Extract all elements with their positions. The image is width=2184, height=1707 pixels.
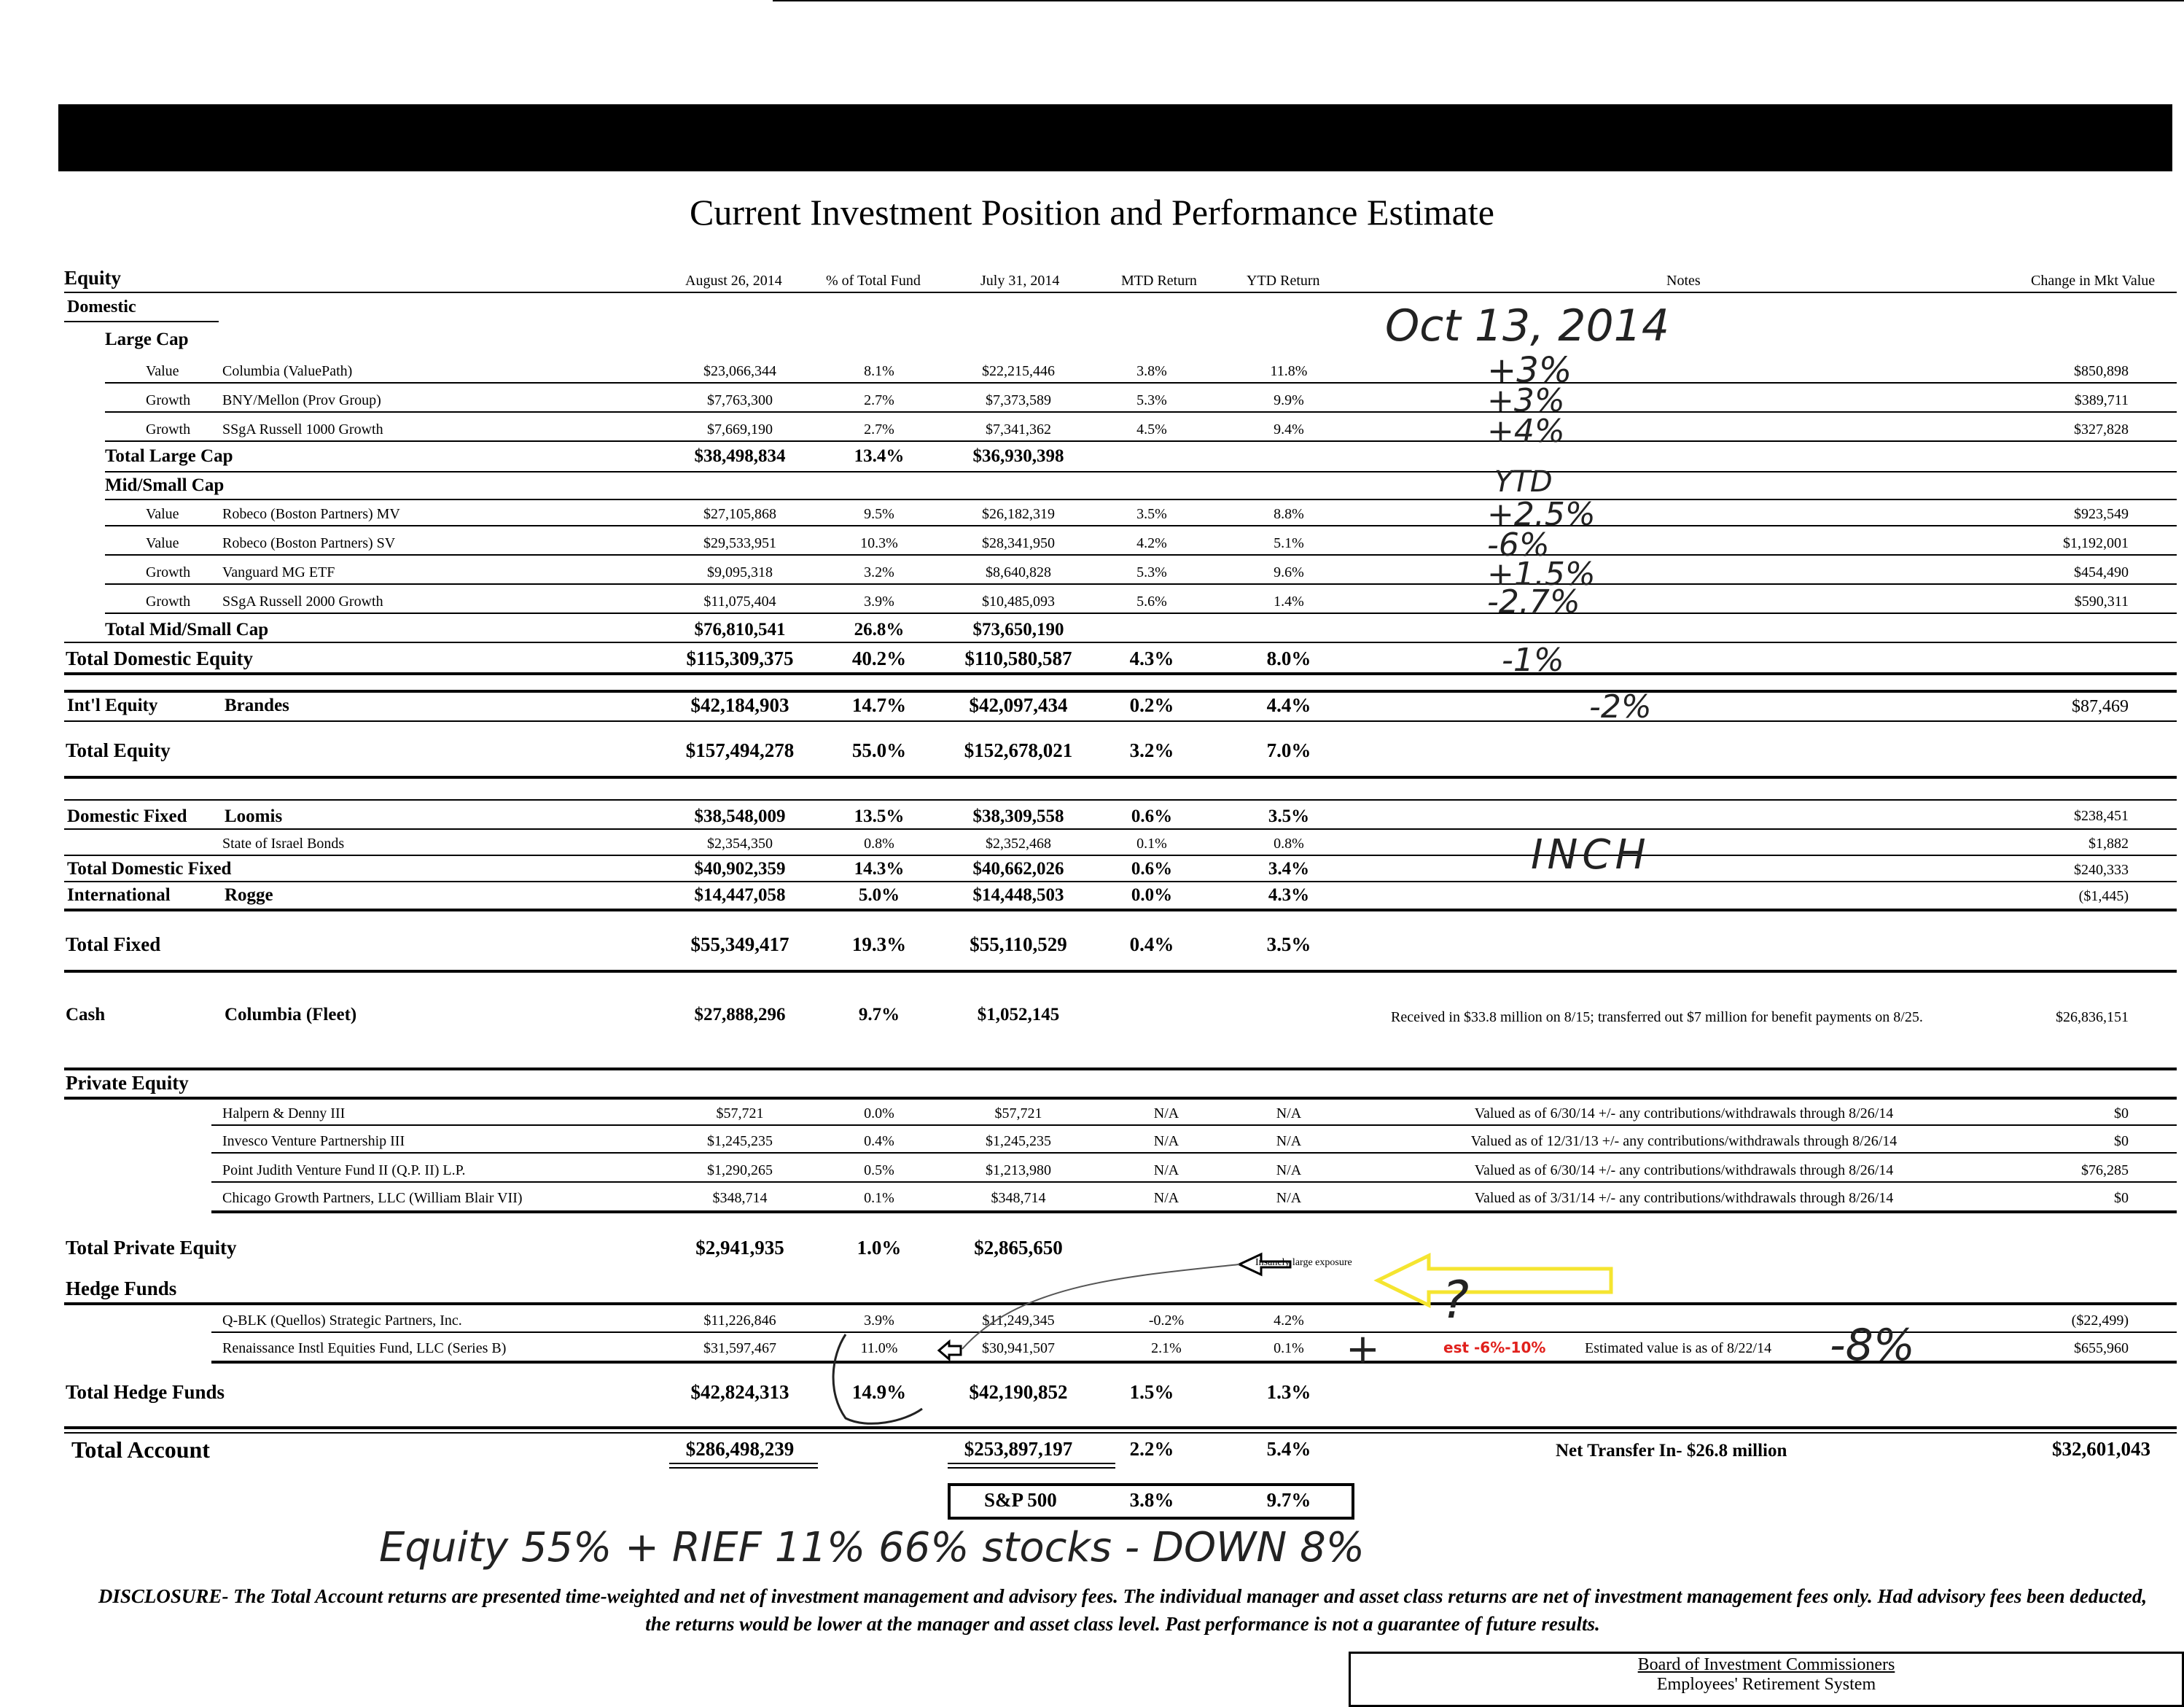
ms1-aug: $29,533,951	[703, 535, 776, 551]
intl-equity-mtd: 0.2%	[1129, 694, 1174, 716]
total-account-note: Net Transfer In- $26.8 million	[1556, 1441, 1787, 1461]
pe2-mtd: N/A	[1153, 1162, 1179, 1178]
page-title: Current Investment Position and Performance Estimate	[690, 192, 1494, 233]
curve-line	[962, 1264, 1239, 1349]
total-equity-ytd: 7.0%	[1266, 739, 1311, 761]
lc1-pct: 2.7%	[864, 392, 894, 408]
col-ytd: YTD Return	[1247, 273, 1320, 289]
hand-fixed: INCH	[1531, 831, 1650, 879]
hf1-jul: $30,941,507	[982, 1340, 1055, 1356]
hand-date: Oct 13, 2014	[1385, 300, 1669, 351]
hand-ms2: -6%	[1487, 526, 1550, 564]
rule	[64, 855, 2177, 856]
total-fixed-label: Total Fixed	[66, 933, 161, 955]
lc1-jul: $7,373,589	[986, 392, 1051, 408]
total-hedge-funds-ytd: 1.3%	[1266, 1381, 1311, 1403]
ms1-style: Value	[146, 535, 179, 551]
hand-tde: -1%	[1502, 642, 1564, 679]
top-rule	[773, 0, 2184, 1]
ms3-ytd: 1.4%	[1274, 594, 1304, 610]
pe1-mtd: N/A	[1153, 1133, 1179, 1149]
intl-equity-jul: $42,097,434	[969, 694, 1068, 716]
total-domestic-fixed-aug: $40,902,359	[694, 859, 786, 879]
pe1-name: Invesco Venture Partnership III	[222, 1133, 405, 1149]
total-account-aug: $286,498,239	[685, 1438, 795, 1460]
hf1-aug: $31,597,467	[703, 1340, 776, 1356]
hand-ms4: -2.7%	[1487, 583, 1580, 621]
intl-equity-pct: 14.7%	[851, 694, 907, 716]
international-fixed-name: Rogge	[225, 885, 273, 905]
rule	[105, 440, 2177, 442]
total-hedge-funds-aug: $42,824,313	[690, 1381, 789, 1403]
total-domestic-equity-pct: 40.2%	[851, 648, 907, 669]
international-fixed-aug: $14,447,058	[694, 885, 786, 905]
rule	[211, 1124, 2177, 1126]
rule	[64, 1097, 2177, 1100]
hand-ms1: +2.5%	[1487, 496, 1596, 533]
cash-name: Columbia (Fleet)	[225, 1005, 357, 1024]
yellow-arrow-icon	[1378, 1256, 1611, 1305]
lc0-aug: $23,066,344	[703, 363, 776, 379]
lc0-style: Value	[146, 363, 179, 379]
ms3-aug: $11,075,404	[703, 594, 776, 610]
rule	[64, 672, 2177, 675]
col-mtd: MTD Return	[1121, 273, 1197, 289]
ms2-chg: $454,490	[2074, 564, 2129, 580]
total-domestic-equity-aug: $115,309,375	[686, 648, 794, 669]
hand-circle-icon	[833, 1334, 922, 1423]
cash-label: Cash	[66, 1005, 106, 1024]
pe2-aug: $1,290,265	[707, 1162, 773, 1178]
board-line2: Employees' Retirement System	[1656, 1675, 1876, 1694]
hf1-note: Estimated value is as of 8/22/14	[1585, 1340, 1772, 1356]
ms3-chg: $590,311	[2074, 594, 2129, 610]
total-hedge-funds-jul: $42,190,852	[969, 1381, 1068, 1403]
lc2-ytd: 9.4%	[1274, 421, 1304, 438]
lc0-ytd: 11.8%	[1270, 363, 1308, 379]
israel-bonds-chg: $1,882	[2089, 836, 2129, 852]
rule	[948, 1463, 1115, 1464]
pe1-ytd: N/A	[1276, 1133, 1302, 1149]
pe3-pct: 0.1%	[864, 1190, 894, 1206]
ms2-mtd: 5.3%	[1136, 564, 1167, 580]
lc0-name: Columbia (ValuePath)	[222, 363, 353, 379]
total-equity-jul: $152,678,021	[964, 739, 1073, 761]
rule	[64, 720, 2177, 722]
label-mid-small-cap: Mid/Small Cap	[105, 475, 225, 495]
ms2-name: Vanguard MG ETF	[222, 564, 335, 580]
ms2-aug: $9,095,318	[707, 564, 773, 580]
ms0-style: Value	[146, 506, 179, 522]
hf0-name: Q-BLK (Quellos) Strategic Partners, Inc.	[222, 1313, 462, 1329]
section-equity: Equity	[64, 267, 122, 289]
pe3-aug: $348,714	[712, 1190, 768, 1206]
cash-aug: $27,888,296	[694, 1005, 786, 1024]
hand-intl: -2%	[1589, 688, 1652, 726]
pe0-name: Halpern & Denny III	[222, 1105, 346, 1121]
total-domestic-equity-ytd: 8.0%	[1266, 648, 1311, 669]
ms0-jul: $26,182,319	[982, 506, 1055, 522]
hand-bottom: Equity 55% + RIEF 11% 66% stocks - DOWN 8%	[379, 1524, 1365, 1571]
snp-mtd: 3.8%	[1129, 1489, 1174, 1511]
israel-bonds-name: State of Israel Bonds	[222, 836, 345, 852]
lc2-pct: 2.7%	[864, 421, 894, 438]
col-aug: August 26, 2014	[685, 273, 782, 289]
pe2-pct: 0.5%	[864, 1162, 894, 1178]
hf0-aug: $11,226,846	[703, 1313, 776, 1329]
total-domestic-equity-jul: $110,580,587	[964, 648, 1072, 669]
rule	[948, 1467, 1115, 1469]
lc2-jul: $7,341,362	[986, 421, 1051, 438]
total-large-cap-jul: $36,930,398	[972, 446, 1064, 466]
exposure-arrow-svg	[838, 1240, 1626, 1385]
ms1-ytd: 5.1%	[1274, 535, 1304, 551]
total-equity-aug: $157,494,278	[685, 739, 795, 761]
hf0-mtd: -0.2%	[1148, 1313, 1185, 1329]
pe1-note: Valued as of 12/31/13 +/- any contributions/withdrawals through 8/26/14	[1470, 1133, 1898, 1149]
col-jul: July 31, 2014	[980, 273, 1060, 289]
total-fixed-pct: 19.3%	[851, 933, 907, 955]
hf1-mtd: 2.1%	[1151, 1340, 1182, 1356]
total-domestic-equity-mtd: 4.3%	[1129, 648, 1174, 669]
hand-lc3: +4%	[1487, 413, 1565, 450]
international-fixed-jul: $14,448,503	[972, 885, 1064, 905]
hf0-chg: ($22,499)	[2071, 1313, 2129, 1329]
label-large-cap: Large Cap	[105, 330, 189, 349]
domestic-fixed-chg: $238,451	[2074, 808, 2129, 824]
rule	[105, 471, 2177, 473]
total-equity-pct: 55.0%	[851, 739, 907, 761]
col-chg: Change in Mkt Value	[2031, 273, 2156, 289]
hf1-ytd: 0.1%	[1274, 1340, 1304, 1356]
rule	[64, 321, 219, 322]
total-hedge-funds-mtd: 1.5%	[1129, 1381, 1174, 1403]
rule	[64, 970, 2177, 973]
lc1-name: BNY/Mellon (Prov Group)	[222, 392, 381, 408]
hf0-jul: $11,249,345	[982, 1313, 1055, 1329]
domestic-fixed-jul: $38,309,558	[972, 806, 1064, 826]
cash-note: Received in $33.8 million on 8/15; transferred out $7 million for benefit payments on 8/25.	[1391, 1009, 1923, 1025]
hf1-pct: 11.0%	[860, 1340, 898, 1356]
intl-equity-name: Brandes	[225, 696, 289, 715]
pe3-note: Valued as of 3/31/14 +/- any contributions/withdrawals through 8/26/14	[1474, 1190, 1894, 1206]
hf0-ytd: 4.2%	[1274, 1313, 1304, 1329]
board-box	[1349, 1652, 2184, 1707]
domestic-fixed-ytd: 3.5%	[1268, 806, 1310, 826]
international-fixed-chg: ($1,445)	[2078, 888, 2129, 904]
total-domestic-fixed-label: Total Domestic Fixed	[67, 859, 232, 879]
label-domestic: Domestic	[67, 298, 136, 316]
lc2-name: SSgA Russell 1000 Growth	[222, 421, 383, 438]
total-mid-small-aug: $76,810,541	[694, 620, 786, 639]
total-large-cap-aug: $38,498,834	[694, 446, 786, 466]
rule	[64, 828, 2177, 830]
total-domestic-fixed-mtd: 0.6%	[1131, 859, 1173, 879]
rule	[211, 1210, 2177, 1213]
rule	[64, 776, 2177, 779]
domestic-fixed-label: Domestic Fixed	[67, 806, 187, 826]
pe0-ytd: N/A	[1276, 1105, 1302, 1121]
rule	[64, 1432, 2177, 1434]
rule	[64, 909, 2177, 911]
pe2-jul: $1,213,980	[986, 1162, 1051, 1178]
domestic-fixed-aug: $38,548,009	[694, 806, 786, 826]
total-equity-mtd: 3.2%	[1129, 739, 1174, 761]
disclosure-text: DISCLOSURE- The Total Account returns are presented time-weighted and net of investment management and advisory fees. The individual manager and asset class returns are net of investment management fees only. Had advisory fees been deducted, the returns would be lower at the manager and asset class level. Past performance is not a guarantee of future results.	[98, 1585, 2148, 1635]
redaction-bar	[58, 104, 2172, 171]
total-domestic-equity-label: Total Domestic Equity	[66, 648, 254, 669]
hand-hf-q: ?	[1442, 1270, 1470, 1330]
header-rule	[64, 292, 2177, 293]
label-private-equity: Private Equity	[66, 1072, 189, 1094]
ms0-name: Robeco (Boston Partners) MV	[222, 506, 400, 522]
rule	[64, 881, 2177, 882]
ms0-mtd: 3.5%	[1136, 506, 1167, 522]
circle-svg	[824, 1327, 926, 1429]
israel-bonds-aug: $2,354,350	[707, 836, 773, 852]
hand-lc2: +3%	[1487, 382, 1565, 419]
total-mid-small-label: Total Mid/Small Cap	[105, 620, 269, 639]
lc0-jul: $22,215,446	[982, 363, 1055, 379]
total-large-cap-pct: 13.4%	[854, 446, 905, 466]
total-fixed-mtd: 0.4%	[1129, 933, 1174, 955]
pe3-jul: $348,714	[991, 1190, 1046, 1206]
total-fixed-ytd: 3.5%	[1266, 933, 1311, 955]
pe3-mtd: N/A	[1153, 1190, 1179, 1206]
pe0-jul: $57,721	[994, 1105, 1042, 1121]
pe0-mtd: N/A	[1153, 1105, 1179, 1121]
rule	[669, 1467, 818, 1469]
hf1-name: Renaissance Instl Equities Fund, LLC (Series B)	[222, 1340, 507, 1356]
pe1-chg: $0	[2114, 1133, 2129, 1149]
rule	[105, 583, 2177, 585]
ms0-pct: 9.5%	[864, 506, 894, 522]
hand-ms3: +1.5%	[1487, 556, 1596, 593]
hand-hf-plus: +	[1346, 1326, 1380, 1373]
total-private-equity-label: Total Private Equity	[66, 1237, 237, 1259]
international-fixed-ytd: 4.3%	[1268, 885, 1310, 905]
est-note: est -6%-10%	[1443, 1339, 1546, 1356]
israel-bonds-jul: $2,352,468	[986, 836, 1051, 852]
total-equity-label: Total Equity	[66, 739, 171, 761]
col-pct: % of Total Fund	[826, 273, 921, 289]
domestic-fixed-mtd: 0.6%	[1131, 806, 1173, 826]
ms3-style: Growth	[146, 594, 191, 610]
rule	[105, 613, 2177, 614]
rule	[64, 1068, 2177, 1070]
lc1-style: Growth	[146, 392, 191, 408]
lc1-chg: $389,711	[2074, 392, 2129, 408]
international-fixed-pct: 5.0%	[858, 885, 900, 905]
lc2-aug: $7,669,190	[707, 421, 773, 438]
pe0-pct: 0.0%	[864, 1105, 894, 1121]
pe0-aug: $57,721	[716, 1105, 764, 1121]
lc1-mtd: 5.3%	[1136, 392, 1167, 408]
lc2-style: Growth	[146, 421, 191, 438]
ms1-mtd: 4.2%	[1136, 535, 1167, 551]
arrow-note: Insanely large exposure	[1255, 1257, 1352, 1268]
hf1-chg: $655,960	[2074, 1340, 2129, 1356]
cash-pct: 9.7%	[858, 1005, 900, 1024]
ms2-pct: 3.2%	[864, 564, 894, 580]
total-domestic-fixed-pct: 14.3%	[854, 859, 905, 879]
total-account-jul: $253,897,197	[964, 1438, 1073, 1460]
total-hedge-funds-label: Total Hedge Funds	[66, 1381, 225, 1403]
intl-equity-chg: $87,469	[2072, 697, 2129, 716]
lc0-chg: $850,898	[2074, 363, 2129, 379]
ms0-chg: $923,549	[2074, 506, 2129, 522]
lc0-pct: 8.1%	[864, 363, 894, 379]
rule	[64, 642, 2177, 643]
snp-ytd: 9.7%	[1266, 1489, 1311, 1511]
lc2-mtd: 4.5%	[1136, 421, 1167, 438]
board-line1: Board of Investment Commissioners	[1637, 1655, 1895, 1674]
pe1-pct: 0.4%	[864, 1133, 894, 1149]
total-mid-small-pct: 26.8%	[854, 620, 905, 639]
ms1-jul: $28,341,950	[982, 535, 1055, 551]
snp-label: S&P 500	[984, 1489, 1057, 1511]
pe2-name: Point Judith Venture Fund II (Q.P. II) L.P.	[222, 1162, 466, 1178]
pe3-ytd: N/A	[1276, 1190, 1302, 1206]
total-account-label: Total Account	[71, 1436, 210, 1463]
total-private-equity-jul: $2,865,650	[974, 1237, 1063, 1259]
total-hedge-funds-pct: 14.9%	[851, 1381, 907, 1403]
total-account-chg: $32,601,043	[2052, 1438, 2150, 1460]
rule	[64, 1426, 2177, 1429]
ms1-pct: 10.3%	[860, 535, 898, 551]
rule	[105, 411, 2177, 413]
lc1-ytd: 9.9%	[1274, 392, 1304, 408]
ms2-ytd: 9.6%	[1274, 564, 1304, 580]
label-hedge-funds: Hedge Funds	[66, 1278, 177, 1299]
total-fixed-jul: $55,110,529	[970, 933, 1067, 955]
total-domestic-fixed-ytd: 3.4%	[1268, 859, 1310, 879]
intl-equity-ytd: 4.4%	[1266, 694, 1311, 716]
pe2-chg: $76,285	[2081, 1162, 2129, 1178]
rule	[64, 690, 2177, 693]
cash-chg: $26,836,151	[2056, 1009, 2129, 1025]
pe0-chg: $0	[2114, 1105, 2129, 1121]
israel-bonds-pct: 0.8%	[864, 836, 894, 852]
lc2-chg: $327,828	[2074, 421, 2129, 438]
domestic-fixed-pct: 13.5%	[854, 806, 905, 826]
total-account-ytd: 5.4%	[1266, 1438, 1311, 1460]
rule	[105, 382, 2177, 384]
intl-equity-label: Int'l Equity	[67, 696, 158, 715]
pe1-aug: $1,245,235	[707, 1133, 773, 1149]
cash-jul: $1,052,145	[977, 1005, 1060, 1024]
pe2-note: Valued as of 6/30/14 +/- any contributions/withdrawals through 8/26/14	[1474, 1162, 1894, 1178]
total-domestic-fixed-chg: $240,333	[2074, 862, 2129, 878]
ms3-name: SSgA Russell 2000 Growth	[222, 594, 383, 610]
rule	[669, 1463, 818, 1464]
lc0-mtd: 3.8%	[1136, 363, 1167, 379]
total-domestic-fixed-jul: $40,662,026	[972, 859, 1064, 879]
international-fixed-label: International	[67, 885, 171, 905]
israel-bonds-mtd: 0.1%	[1136, 836, 1167, 852]
ms2-jul: $8,640,828	[986, 564, 1051, 580]
lc1-aug: $7,763,300	[707, 392, 773, 408]
ms3-jul: $10,485,093	[982, 594, 1055, 610]
pe0-note: Valued as of 6/30/14 +/- any contributions/withdrawals through 8/26/14	[1474, 1105, 1894, 1121]
domestic-fixed-name: Loomis	[225, 806, 283, 826]
total-private-equity-pct: 1.0%	[857, 1237, 902, 1259]
pe2-ytd: N/A	[1276, 1162, 1302, 1178]
rule	[105, 499, 2177, 500]
ms0-ytd: 8.8%	[1274, 506, 1304, 522]
international-fixed-mtd: 0.0%	[1131, 885, 1173, 905]
small-arrow-icon	[939, 1342, 961, 1359]
intl-equity-aug: $42,184,903	[690, 694, 789, 716]
total-fixed-aug: $55,349,417	[690, 933, 789, 955]
rule	[211, 1181, 2177, 1183]
rule	[105, 525, 2177, 526]
hand-hf-right: -8%	[1830, 1320, 1915, 1371]
ms3-pct: 3.9%	[864, 594, 894, 610]
rule	[105, 554, 2177, 556]
rule	[211, 1152, 2177, 1154]
ms1-chg: $1,192,001	[2063, 535, 2129, 551]
hand-ytd: YTD	[1494, 465, 1553, 499]
ms0-aug: $27,105,868	[703, 506, 776, 522]
total-mid-small-jul: $73,650,190	[972, 620, 1064, 639]
hand-lc1: +3%	[1487, 350, 1572, 391]
hf0-pct: 3.9%	[864, 1313, 894, 1329]
ms1-name: Robeco (Boston Partners) SV	[222, 535, 396, 551]
rule	[64, 799, 2177, 801]
total-account-mtd: 2.2%	[1129, 1438, 1174, 1460]
pe3-name: Chicago Growth Partners, LLC (William Blair VII)	[222, 1190, 523, 1206]
col-notes: Notes	[1666, 273, 1701, 289]
ms3-mtd: 5.6%	[1136, 594, 1167, 610]
ms2-style: Growth	[146, 564, 191, 580]
pe1-jul: $1,245,235	[986, 1133, 1051, 1149]
total-large-cap-label: Total Large Cap	[105, 446, 233, 466]
pe3-chg: $0	[2114, 1190, 2129, 1206]
israel-bonds-ytd: 0.8%	[1274, 836, 1304, 852]
total-private-equity-aug: $2,941,935	[695, 1237, 784, 1259]
